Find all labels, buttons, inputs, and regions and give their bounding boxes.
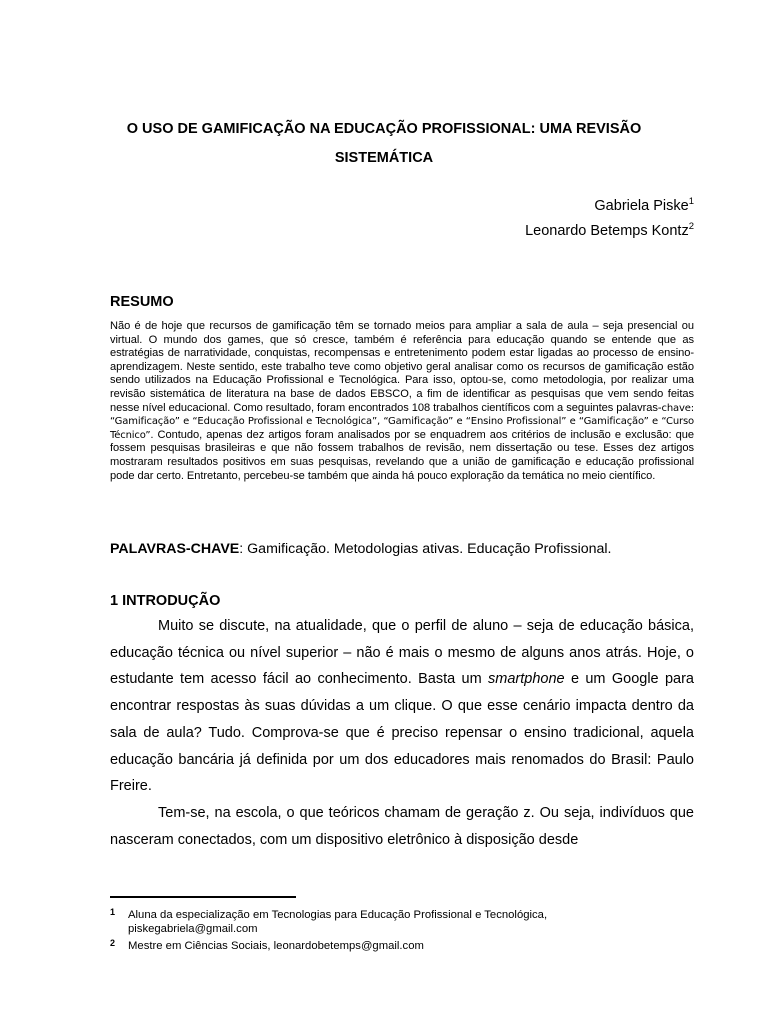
paragraph: Tem-se, na escola, o que teóricos chamam de geração z. Ou seja, indivíduos que nasceram conectados, com um dispositivo eletrônico à disposição desde	[110, 804, 694, 848]
paragraph-text: e um Google para encontrar respostas às suas dúvidas a um clique. O que esse cenário impacta dentro da sala de aula? Tudo. Comprova-se que é preciso repensar o ensino tradicional, aquela educação bancária já definida por um dos educadores mais renomados do Brasil: Paulo Freire.	[110, 671, 694, 795]
keywords-text: : Gamificação. Metodologias ativas. Educação Profissional.	[239, 541, 612, 557]
keywords-line	[110, 541, 611, 557]
paper-title: O USO DE GAMIFICAÇÃO NA EDUCAÇÃO PROFISSIONAL: UMA REVISÃO SISTEMÁTICA	[126, 121, 642, 166]
author-list	[525, 194, 694, 244]
author-name: Leonardo Betemps Kontz	[525, 223, 689, 239]
paragraph-text: Muito se discute, na atualidade, que o perfil de aluno – seja de educação básica, educação técnica ou nível superior – não é mais o mesmo de alguns anos atrás. Hoje, o estudante tem acesso fácil ao conhecimento. Basta um	[110, 618, 694, 688]
footnote-mark: 1	[688, 196, 694, 207]
footnote-email: piskegabriela@gmail.com	[128, 923, 258, 935]
abstract-heading: RESUMO	[110, 294, 174, 310]
footnote-separator	[110, 896, 296, 898]
author-1	[525, 194, 694, 219]
footnote-1	[110, 908, 700, 936]
abstract-text	[110, 320, 694, 483]
abstract-part-1: Não é de hoje que recursos de gamificação têm se tornado meios para ampliar a sala de aula – seja presencial ou virtual. O mundo dos games, que só cresce, também é referência para educação quando se entende que as estratégias de narratividade, conquistas, recompensas e entretenimento podem estar ligadas ao processo de ensino-aprendizagem. Neste sentido, este trabalho teve como objetivo geral analisar como os recursos de gamificação estão sendo utilizados na Educação Profissional e Tecnológica. Para isso, optou-se, como metodologia, por realizar uma revisão sistemática de literatura na base de dados EBSCO, a fim de identificar as pesquisas que vem sendo feitas nesse nível educacional. Como resultado, foram encontrados 108 trabalhos científicos com a seguintes palavras-	[110, 320, 694, 414]
footnote-text: Aluna da especialização em Tecnologias para Educação Profissional e Tecnológica,	[128, 909, 548, 921]
author-name: Gabriela Piske	[594, 198, 689, 214]
author-2	[525, 219, 694, 244]
footnote-text: Mestre em Ciências Sociais, leonardobetemps@gmail.com	[128, 940, 424, 952]
abstract-part-2: Contudo, apenas dez artigos foram analisados por se enquadrem aos critérios de inclusão e exclusão: que fossem pesquisas brasileiras e que não fossem trabalhos de revisão, nem dissertação ou tese. Esses dez artigos mostraram resultados positivos em suas pesquisas, revelando que a união de gamificação e educação profissional pode dar certo. Entretanto, percebeu-se também que ainda há pouco exploração da temática no meio científico.	[110, 428, 694, 482]
footnote-number: 1	[110, 907, 116, 917]
footnote-number: 2	[110, 938, 116, 948]
paragraph	[110, 613, 694, 800]
introduction-body	[110, 613, 694, 853]
abstract-keyword-search: chave: “Gamificação” e “Educação Profissional e Tecnológica”, “Gamificação” e “Ensino Profissional” e “Gamificação” e “Curso Técnico”.	[110, 402, 694, 441]
footnote-mark: 2	[688, 221, 694, 232]
section-heading-introduction: 1 INTRODUÇÃO	[110, 593, 221, 609]
footnote-2	[110, 939, 700, 953]
keywords-label: PALAVRAS-CHAVE	[110, 541, 240, 557]
emphasis-text: smartphone	[488, 671, 565, 688]
